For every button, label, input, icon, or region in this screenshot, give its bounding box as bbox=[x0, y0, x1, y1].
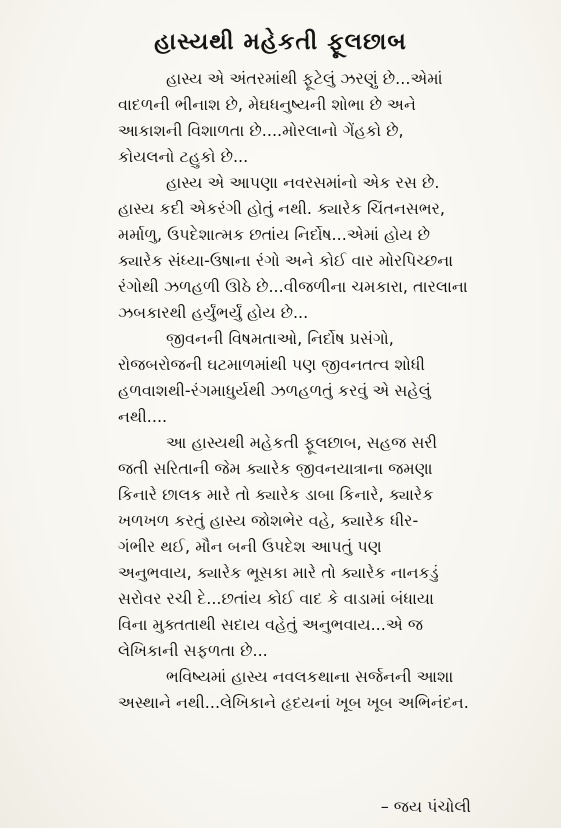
text-line: અનુભવાય, ક્યારેક ભૂસકા મારે તો ક્યારેક નાનકડું bbox=[118, 563, 439, 582]
text-line: હાસ્ય એ અંતરમાંથી ફૂટેલું ઝરણું છે...એમાં bbox=[166, 69, 443, 88]
text-line: ભવિષ્યમાં હાસ્ય નવલકથાના સર્જનની આશા bbox=[166, 667, 454, 686]
text-line: સરોવર રચી દે...છતાંય કોઈ વાદ કે વાડામાં બંધાયા bbox=[118, 589, 434, 608]
text-line: કિનારે છાલક મારે તો ક્યારેક ડાબા કિનારે, ક્યારેક bbox=[118, 485, 434, 504]
text-line: ખળખળ કરતું હાસ્ય જોશભેર વહે, ક્યારેક ધીર- bbox=[118, 511, 419, 530]
preface-body bbox=[118, 66, 473, 716]
text-line: આકાશની વિશાળતા છે....મોરલાનો ગેંહકો છે, bbox=[118, 121, 404, 140]
text-line: રંગોથી ઝળહળી ઊઠે છે...વીજળીના ચમકારા, તારલાના bbox=[118, 277, 468, 296]
text-line: રોજબરોજની ઘટમાળમાંથી પણ જીવનતત્વ શોધી bbox=[118, 355, 426, 374]
text-line: ક્યારેક સંધ્યા-ઉષાના રંગો અને કોઈ વાર મોરપિચ્છના bbox=[118, 251, 454, 270]
text-line: આ હાસ્યથી મહેકતી ફૂલછાબ, સહજ સરી bbox=[166, 433, 438, 452]
text-line: વાદળની ભીનાશ છે, મેઘધનુષ્યની શોભા છે અને bbox=[118, 95, 416, 114]
text-line: લેખિકાની સફળતા છે... bbox=[118, 641, 268, 660]
page-title: હાસ્યથી મહેકતી ફૂલછાબ bbox=[154, 29, 407, 55]
text-line: ગંભીર થઈ, મૌન બની ઉપદેશ આપતું પણ bbox=[118, 537, 382, 556]
text-line: વિના મુક્તતાથી સદાય વહેતું અનુભવાય...એ જ bbox=[118, 615, 423, 634]
author-signature: – જય પંચોલી bbox=[380, 797, 471, 816]
text-line: હાસ્ય એ આપણા નવરસમાંનો એક રસ છે. bbox=[166, 173, 440, 192]
text-line: જતી સરિતાની જેમ ક્યારેક જીવનયાત્રાના જમણા bbox=[118, 459, 433, 478]
text-line: અસ્થાને નથી...લેખિકાને હૃદયનાં ખૂબ ખૂબ અભિનંદન. bbox=[118, 693, 469, 712]
text-line: હળવાશથી-રંગમાધુર્યથી ઝળહળતું કરવું એ સહેલું bbox=[118, 381, 431, 400]
text-line: મર્માળુ, ઉપદેશાત્મક છતાંય નિર્દોષ...એમાં હોય છે bbox=[118, 225, 430, 244]
text-line: નથી.... bbox=[118, 407, 168, 426]
text-line: જીવનની વિષમતાઓ, નિર્દોષ પ્રસંગો, bbox=[166, 329, 394, 348]
text-line: ઝબકારથી હર્યુંભર્યું હોય છે... bbox=[118, 303, 309, 322]
text-line: કોયલનો ટહુકો છે... bbox=[118, 147, 249, 166]
text-line: હાસ્ય કદી એકરંગી હોતું નથી. ક્યારેક ચિંતનસભર, bbox=[118, 199, 446, 218]
